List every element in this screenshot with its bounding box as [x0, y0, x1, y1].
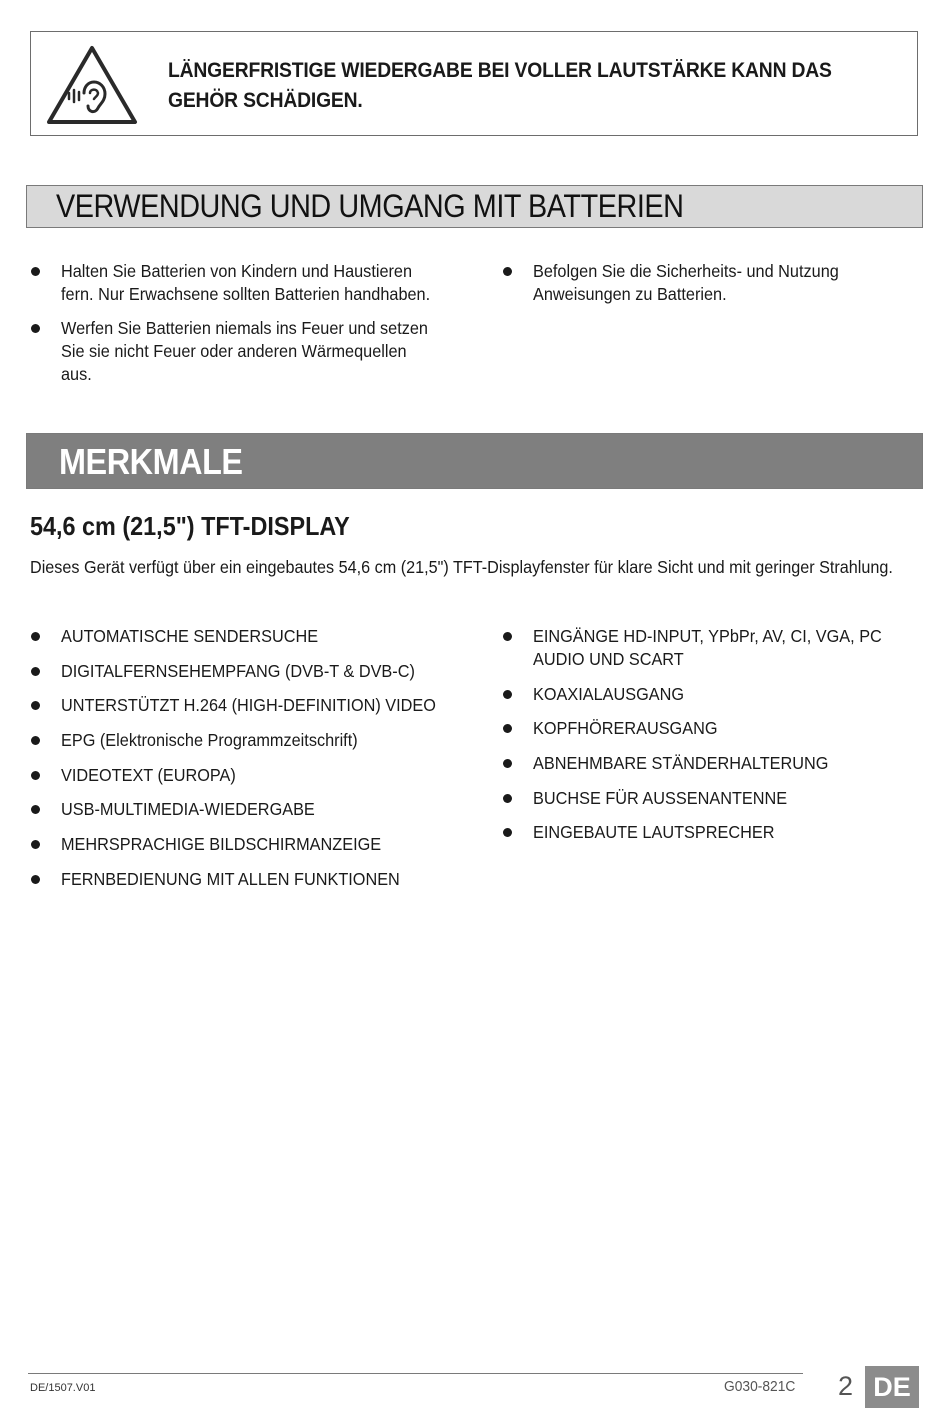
language-badge: DE [865, 1366, 919, 1408]
bullet-icon [31, 736, 40, 745]
bullet-icon [503, 690, 512, 699]
item-line: Werfen Sie Batterien niemals ins Feuer und setzen [61, 318, 428, 338]
item-text: EPG (Elektronische Programmzeitschrift) [61, 730, 358, 751]
list-item [31, 317, 461, 386]
list-item [503, 821, 923, 844]
list-item [31, 833, 471, 856]
item-line: Sie sie nicht Feuer oder anderen Wärmequellen aus. [61, 341, 407, 384]
hearing-damage-warning-icon [45, 44, 139, 126]
list-item [31, 694, 471, 717]
list-item [31, 798, 471, 821]
item-text: UNTERSTÜTZT H.264 (HIGH-DEFINITION) VIDEO [61, 695, 436, 716]
item-line: AUDIO UND SCART [533, 649, 684, 669]
list-item [31, 260, 461, 306]
list-item [31, 868, 471, 891]
hearing-warning-box [30, 31, 918, 136]
bullet-icon [31, 875, 40, 884]
list-item [503, 625, 923, 671]
bullet-icon [31, 324, 40, 333]
batteries-list-left [31, 260, 461, 397]
item-line: Befolgen Sie die Sicherheits- und Nutzung [533, 261, 839, 281]
list-item [31, 625, 471, 648]
hearing-warning-text [168, 56, 849, 116]
bullet-icon [31, 267, 40, 276]
page-number: 2 [838, 1371, 854, 1401]
footer-divider [28, 1373, 803, 1374]
features-section-header [26, 433, 923, 489]
bullet-icon [31, 771, 40, 780]
list-item [31, 660, 471, 683]
footer-model-code: G030-821C [724, 1378, 796, 1395]
item-text: ABNEHMBARE STÄNDERHALTERUNG [533, 753, 829, 774]
bullet-icon [503, 632, 512, 641]
list-item [503, 683, 923, 706]
batteries-section-title: VERWENDUNG UND UMGANG MIT BATTERIEN [56, 188, 684, 224]
item-text: AUTOMATISCHE SENDERSUCHE [61, 626, 319, 646]
bullet-icon [31, 701, 40, 710]
list-item [503, 787, 923, 810]
list-item [31, 729, 471, 752]
display-intro-text: Dieses Gerät verfügt über ein eingebautes 54,6 cm (21,5") TFT-Displayfenster für klare Sicht und mit geringer Strahlung. [30, 557, 893, 577]
item-line: Anweisungen zu Batterien. [533, 284, 727, 304]
item-line: EINGÄNGE HD-INPUT, YPbPr, AV, CI, VGA, PC [533, 626, 882, 646]
list-item [503, 717, 923, 740]
item-text: KOPFHÖRERAUSGANG [533, 718, 718, 739]
item-text: KOAXIALAUSGANG [533, 683, 685, 704]
item-line: fern. Nur Erwachsene sollten Batterien handhaben. [61, 284, 431, 304]
item-text: FERNBEDIENUNG MIT ALLEN FUNKTIONEN [61, 868, 400, 889]
display-subheading: 54,6 cm (21,5") TFT-DISPLAY [30, 511, 350, 541]
item-text: USB-MULTIMEDIA-WIEDERGABE [61, 799, 315, 820]
list-item [503, 752, 923, 775]
bullet-icon [31, 840, 40, 849]
warning-line: LÄNGERFRISTIGE WIEDERGABE BEI VOLLER LAUTSTÄRKE KANN DAS [168, 59, 832, 82]
batteries-section-header [26, 185, 923, 228]
batteries-list-right [503, 260, 923, 306]
features-section-title: MERKMALE [59, 441, 243, 482]
item-line: Halten Sie Batterien von Kindern und Haustieren [61, 261, 413, 281]
features-list-right [503, 625, 923, 856]
footer-doc-version: DE/1507.V01 [30, 1382, 96, 1394]
bullet-icon [31, 667, 40, 676]
bullet-icon [503, 267, 512, 276]
list-item [31, 764, 471, 787]
bullet-icon [503, 794, 512, 803]
item-text: DIGITALFERNSEHEMPFANG (DVB-T & DVB-C) [61, 660, 415, 681]
bullet-icon [503, 724, 512, 733]
item-text: MEHRSPRACHIGE BILDSCHIRMANZEIGE [61, 834, 382, 855]
list-item [503, 260, 923, 306]
bullet-icon [31, 805, 40, 814]
bullet-icon [503, 759, 512, 768]
item-text: VIDEOTEXT (EUROPA) [61, 764, 236, 785]
item-text: BUCHSE FÜR AUSSENANTENNE [533, 787, 788, 808]
warning-line: GEHÖR SCHÄDIGEN. [168, 89, 363, 112]
item-text: EINGEBAUTE LAUTSPRECHER [533, 822, 775, 843]
features-list-left [31, 625, 471, 903]
bullet-icon [503, 828, 512, 837]
bullet-icon [31, 632, 40, 641]
